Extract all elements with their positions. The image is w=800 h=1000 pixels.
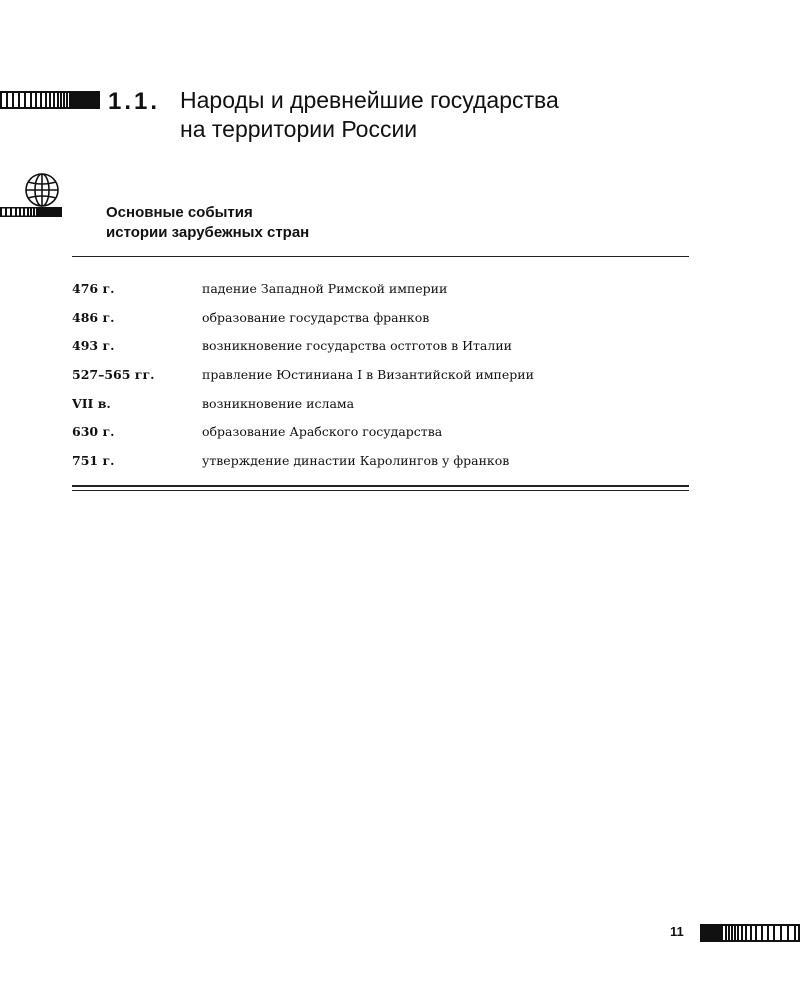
- event-date: 751 г.: [72, 452, 115, 468]
- section-number: 1.1.: [108, 88, 161, 115]
- top-divider: [72, 256, 689, 257]
- event-date: 493 г.: [72, 338, 115, 354]
- event-date: VII в.: [72, 395, 111, 411]
- event-description: образование государства франков: [202, 309, 430, 325]
- table-row: [72, 446, 692, 475]
- header-barcode-icon: [0, 91, 100, 109]
- bottom-divider-thin: [72, 490, 689, 491]
- event-description: образование Арабского государства: [202, 424, 443, 440]
- event-date: 630 г.: [72, 424, 115, 440]
- event-description: утверждение династии Каролингов у франков: [202, 452, 510, 468]
- section-title-line: Народы и древнейшие государства: [180, 87, 559, 113]
- subsection-heading-line: истории зарубежных стран: [106, 224, 310, 241]
- events-table: [72, 274, 692, 475]
- table-row: [72, 389, 692, 418]
- table-row: [72, 417, 692, 446]
- bottom-divider: [72, 485, 689, 487]
- subsection-barcode-icon: [0, 207, 62, 217]
- globe-icon: [22, 172, 62, 208]
- event-description: правление Юстиниана I в Византийской империи: [202, 366, 534, 382]
- subsection-heading-line: Основные события: [106, 204, 253, 221]
- section-title: [180, 86, 740, 144]
- table-row: [72, 360, 692, 389]
- page-number: 11: [670, 924, 684, 939]
- footer-barcode-icon: [700, 924, 800, 942]
- event-date: 486 г.: [72, 309, 115, 325]
- event-date: 527–565 гг.: [72, 366, 155, 382]
- event-description: падение Западной Римской империи: [202, 280, 448, 296]
- table-row: [72, 303, 692, 332]
- subsection-heading: [106, 203, 309, 243]
- event-date: 476 г.: [72, 280, 115, 296]
- event-description: возникновение ислама: [202, 395, 355, 411]
- event-description: возникновение государства остготов в Италии: [202, 338, 512, 354]
- table-row: [72, 331, 692, 360]
- section-title-line: на территории России: [180, 116, 418, 142]
- table-row: [72, 274, 692, 303]
